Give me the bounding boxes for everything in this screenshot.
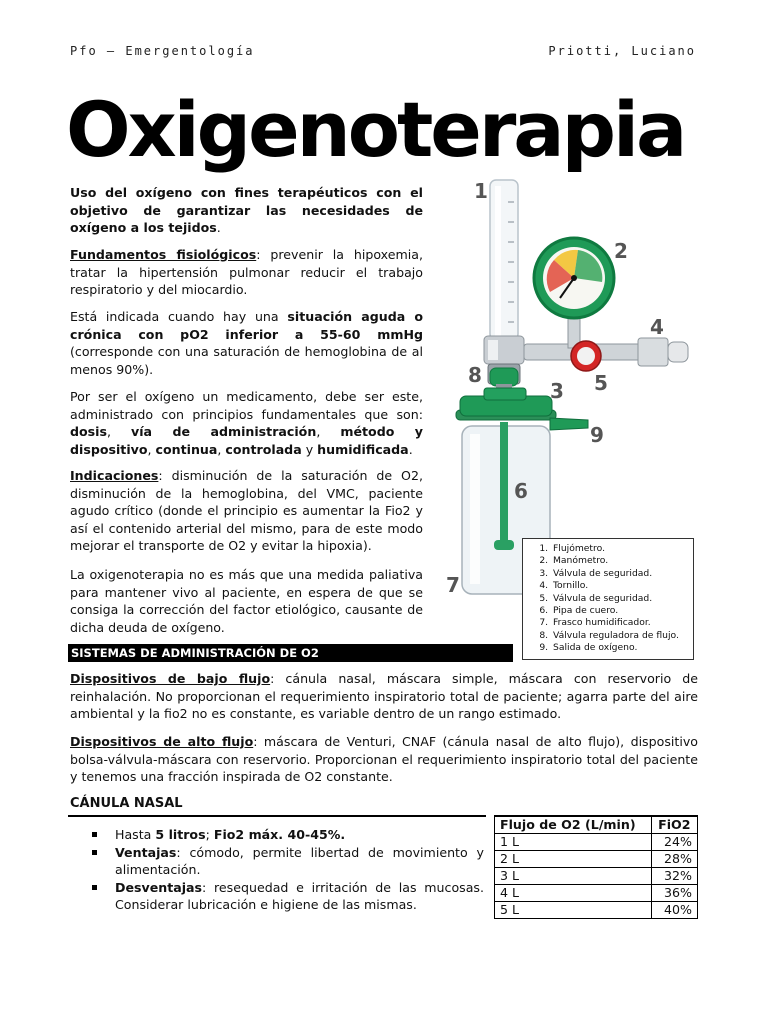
principios-end: . [408, 441, 413, 457]
principios-sep-4: , [217, 441, 226, 457]
label-7: 7 [446, 573, 460, 597]
principio-humidificada: humidificada [317, 441, 409, 457]
principios-paragraph [70, 388, 423, 458]
table-row [495, 902, 698, 919]
bullet-1-pre: Hasta [115, 827, 156, 842]
bullet-item [88, 844, 484, 879]
table-row [495, 868, 698, 885]
cell-flujo: 4 L [495, 885, 652, 902]
table-row [495, 834, 698, 851]
parts-legend [522, 538, 694, 660]
indicaciones-label: Indicaciones [70, 468, 159, 483]
indicada-post: (corresponde con una saturación de hemoglobina de al menos 90%). [70, 344, 423, 377]
label-9: 9 [590, 423, 604, 447]
alto-flujo-text: : máscara de Venturi, CNAF (cánula nasal de alto flujo), dispositivo bolsa-válvula-máscara con reservorio. Proporcionan el requerimiento inspiratorio total del paciente y tenemos una fracción inspirada de O2 constante. [70, 734, 698, 785]
legend-item: 1. Flujómetro. [551, 543, 687, 555]
paliativa-paragraph: La oxigenoterapia no es más que una medida paliativa para mantener vivo al paciente, en espera de que se consiga la corrección del factor etiológico, causante de dicha deuda de oxígeno. [70, 567, 423, 635]
principios-sep-1: , [106, 424, 132, 440]
column-header-flujo: Flujo de O2 (L/min) [495, 816, 652, 834]
canula-bullets [88, 826, 484, 914]
page-title: Oxigenoterapia [66, 85, 685, 174]
inlet-nut [638, 338, 668, 366]
label-6: 6 [514, 479, 528, 503]
principio-via: vía de administración [131, 424, 317, 440]
oxygen-outlet [550, 418, 588, 430]
bajo-flujo-text: : cánula nasal, máscara simple, máscara con reservorio de reinhalación. No proporcionan el requerimiento inspiratorio total de paciente; agarra parte del aire ambiental y la fio2 no es constante, es variable dentro de un rango estimado. [70, 671, 698, 722]
label-4: 4 [650, 315, 664, 339]
header-author: Priotti, Luciano [548, 44, 696, 58]
principios-pre: Por ser el oxígeno un medicamento, debe ser este, administrado con principios fundamentales que son: [70, 389, 423, 422]
flowmeter-tube [490, 180, 518, 340]
cell-flujo: 5 L [495, 902, 652, 919]
principios-sep-5: y [301, 441, 318, 457]
principios-sep-3: , [147, 441, 156, 457]
legend-item: 7. Frasco humidificador. [551, 617, 687, 629]
label-2: 2 [614, 239, 628, 263]
indicaciones-paragraph [70, 467, 423, 555]
legend-item: 3. Válvula de seguridad. [551, 568, 687, 580]
table-header-row [495, 816, 698, 834]
table-row [495, 851, 698, 868]
indicaciones-text: : disminución de la saturación de O2, disminución de la hemoglobina, del VMC, paciente agudo crítico (donde el principio es aumentar la Fio2 y así el contenido arterial del mismo, para de este modo mejorar el transporte de O2 y evitar la hipoxia). [70, 468, 423, 554]
fundamentos-label: Fundamentos fisiológicos [70, 247, 257, 262]
bullet-item [88, 879, 484, 914]
column-header-fio2: FiO2 [651, 816, 697, 834]
cell-fio2: 40% [651, 902, 697, 919]
legend-item: 6. Pipa de cuero. [551, 605, 687, 617]
desventajas-label: Desventajas [115, 879, 203, 895]
cell-fio2: 24% [651, 834, 697, 851]
cell-fio2: 32% [651, 868, 697, 885]
dip-tube [500, 422, 508, 546]
table-row [495, 885, 698, 902]
bullet-1-bold2: Fio2 máx. 40-45%. [213, 827, 346, 842]
bullet-1-bold1: 5 litros [155, 827, 206, 842]
flow-knob [490, 368, 518, 386]
bullet-1-mid: ; [205, 827, 214, 842]
cell-fio2: 36% [651, 885, 697, 902]
alto-flujo-paragraph [70, 733, 698, 786]
fundamentos-paragraph [70, 246, 423, 299]
bajo-flujo-paragraph [70, 670, 698, 723]
cell-flujo: 3 L [495, 868, 652, 885]
canula-title: CÁNULA NASAL [70, 796, 183, 811]
principios-sep-2: , [316, 424, 341, 440]
ventajas-text: : cómodo, permite libertad de movimiento y alimentación. [115, 844, 484, 878]
bullet-item [88, 826, 484, 844]
header-course: Pfo – Emergentología [70, 44, 255, 58]
legend-item: 2. Manómetro. [551, 555, 687, 567]
indicada-paragraph [70, 308, 423, 378]
legend-item: 8. Válvula reguladora de flujo. [551, 630, 687, 642]
cell-flujo: 2 L [495, 851, 652, 868]
principio-dosis: dosis [70, 424, 107, 440]
fio2-table [494, 815, 698, 919]
section-heading: SISTEMAS DE ADMINISTRACIÓN DE O2 [68, 644, 513, 662]
label-3: 3 [550, 379, 564, 403]
legend-item: 5. Válvula de seguridad. [551, 593, 687, 605]
legend-item: 4. Tornillo. [551, 580, 687, 592]
indicada-pre: Está indicada cuando hay una [70, 309, 288, 324]
cell-fio2: 28% [651, 851, 697, 868]
desventajas-text: : resequedad e irritación de las mucosas. Considerar lubricación e higiene de las mismas. [115, 879, 484, 913]
principio-metodo: método y dispositivo [70, 424, 423, 457]
fundamentos-text: : prevenir la hipoxemia, tratar la hipertensión pulmonar reducir el trabajo respiratorio y del miocardio. [70, 247, 423, 298]
ventajas-label: Ventajas [115, 844, 177, 860]
principio-controlada: controlada [225, 441, 302, 457]
principio-continua: continua [155, 441, 218, 457]
legend-item: 9. Salida de oxígeno. [551, 642, 687, 654]
bajo-flujo-label: Dispositivos de bajo flujo [70, 671, 271, 686]
label-8: 8 [468, 363, 482, 387]
page-header [70, 44, 696, 62]
indicada-bold: situación aguda o crónica con pO2 inferior a 55-60 mmHg [70, 309, 423, 342]
cell-flujo: 1 L [495, 834, 652, 851]
label-5: 5 [594, 371, 608, 395]
alto-flujo-label: Dispositivos de alto flujo [70, 734, 254, 749]
canula-rule [68, 815, 486, 817]
label-1: 1 [474, 179, 488, 203]
intro-paragraph: Uso del oxígeno con fines terapéuticos con el objetivo de garantizar las necesidades de oxígeno a los tejidos. [70, 185, 423, 236]
intro-text: Uso del oxígeno con fines terapéuticos con el objetivo de garantizar las necesidades de oxígeno a los tejidos [70, 185, 423, 236]
